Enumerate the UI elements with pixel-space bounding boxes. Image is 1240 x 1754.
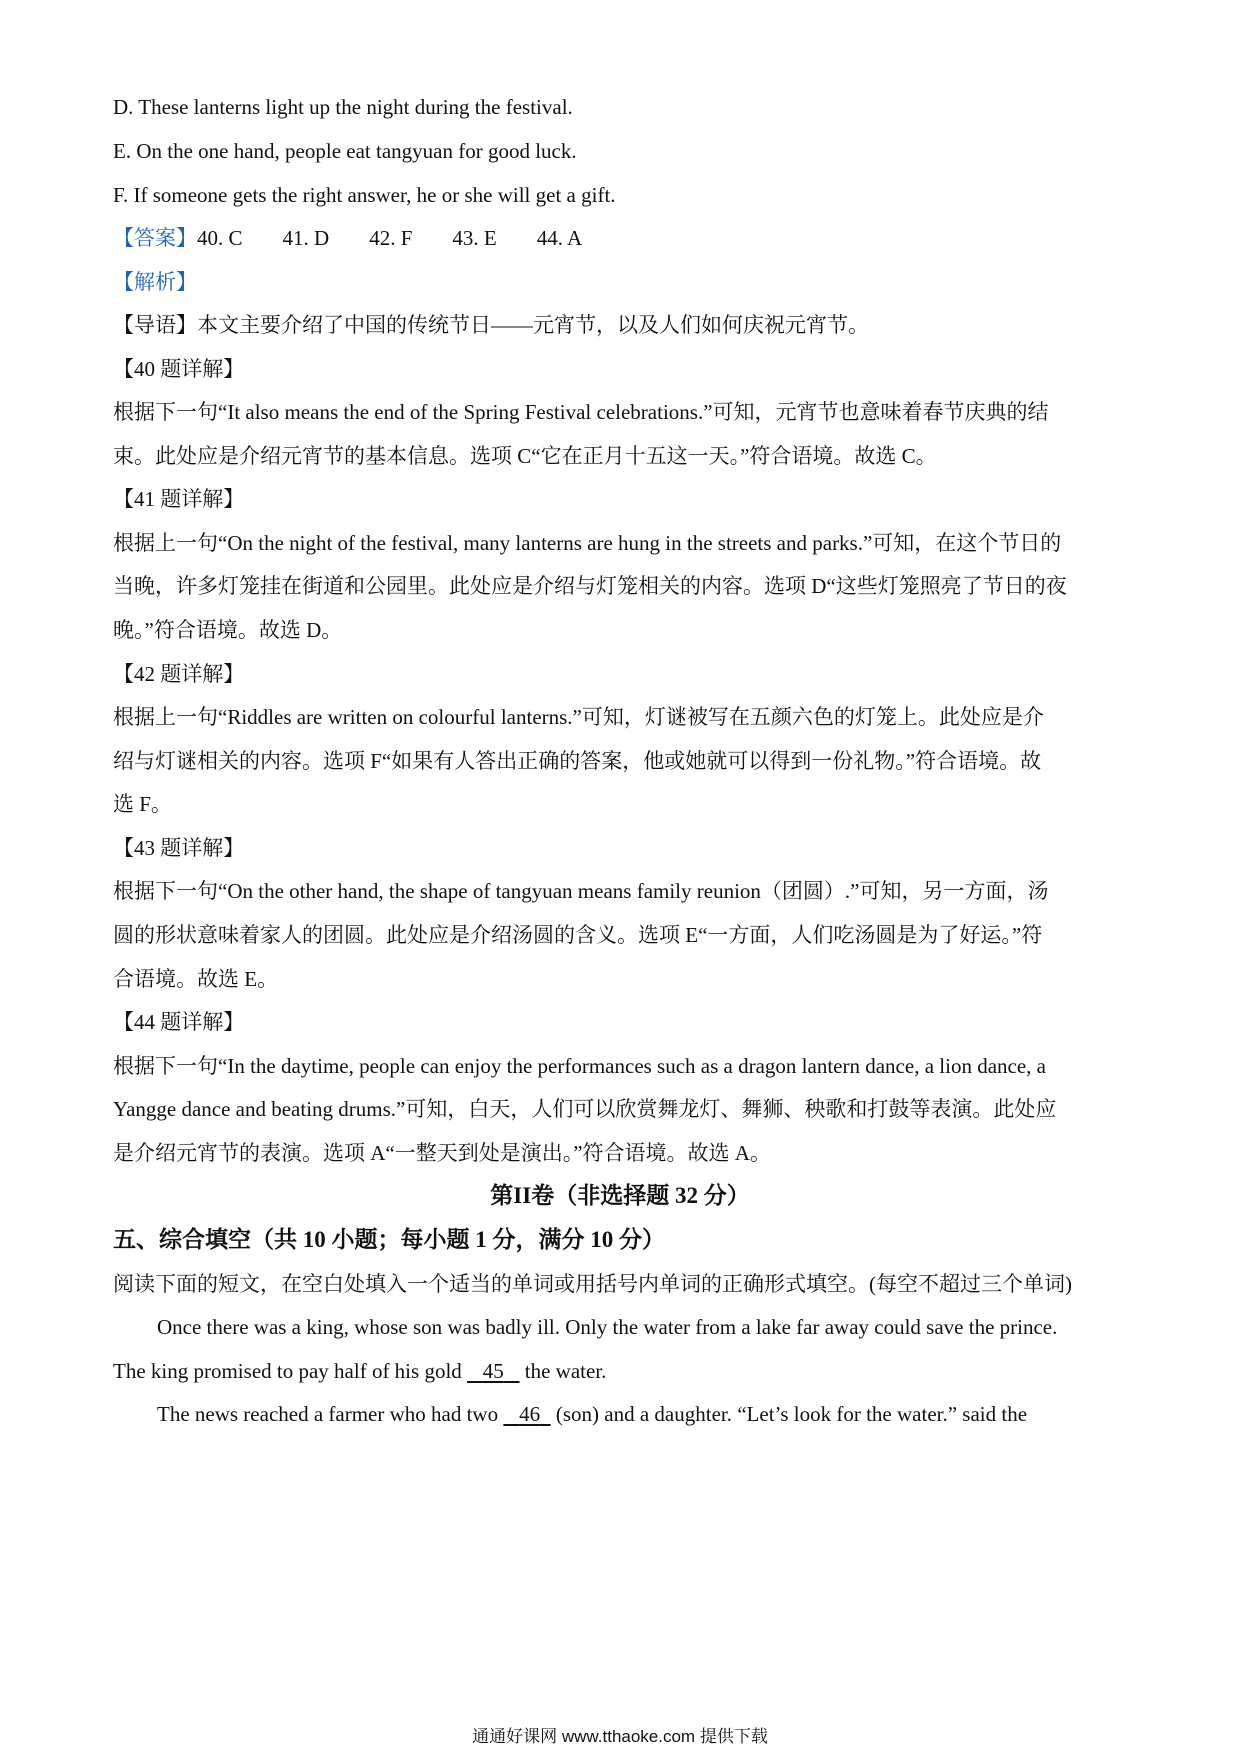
q40-line-2: 束。此处应是介绍元宵节的基本信息。选项 C“它在正月十五这一天。”符合语境。故选 C。 xyxy=(113,444,937,468)
instructions: 阅读下面的短文，在空白处填入一个适当的单词或用括号内单词的正确形式填空。(每空不超过三个单词) xyxy=(113,1272,1072,1296)
section-five-title: 五、综合填空（共 10 小题；每小题 1 分，满分 10 分） xyxy=(113,1227,665,1252)
q43-line-2: 圆的形状意味着家人的团圆。此处应是介绍汤圆的含义。选项 E“一方面，人们吃汤圆是为了好运。”符 xyxy=(113,923,1043,947)
q41-line-1: 根据上一句“On the night of the festival, many lanterns are hung in the streets and parks.”可知，在这个节日的 xyxy=(113,531,1062,555)
answer-44: 44. A xyxy=(536,226,583,250)
answer-41: 41. D xyxy=(282,226,330,250)
q42-line-2: 绍与灯谜相关的内容。选项 F“如果有人答出正确的答案，他或她就可以得到一份礼物。”符合语境。故 xyxy=(113,749,1042,773)
passage-line-2-end: the water. xyxy=(519,1359,607,1383)
passage-line-3 xyxy=(157,1400,1177,1428)
q42-line-3: 选 F。 xyxy=(113,792,172,816)
q40-line-1: 根据下一句“It also means the end of the Spring Festival celebrations.”可知，元宵节也意味着春节庆典的结 xyxy=(113,400,1049,424)
footer-watermark: 通通好课网 www.tthaoke.com 提供下载 xyxy=(472,1727,768,1746)
option-e: E. On the one hand, people eat tangyuan for good luck. xyxy=(113,139,577,163)
q43-line-1: 根据下一句“On the other hand, the shape of tangyuan means family reunion（团圆）.”可知，另一方面，汤 xyxy=(113,879,1049,903)
q40-heading: 【40 题详解】 xyxy=(113,357,245,381)
passage-line-1: Once there was a king, whose son was badly ill. Only the water from a lake far away could save the prince. xyxy=(157,1315,1058,1339)
answer-line xyxy=(113,224,1133,252)
q44-heading: 【44 题详解】 xyxy=(113,1010,245,1034)
passage-line-3-start: The news reached a farmer who had two xyxy=(157,1402,504,1426)
q41-line-3: 晚。”符合语境。故选 D。 xyxy=(113,618,343,642)
blank-45: 45 xyxy=(482,1359,504,1383)
q42-line-1: 根据上一句“Riddles are written on colourful lanterns.”可知，灯谜被写在五颜六色的灯笼上。此处应是介 xyxy=(113,705,1044,729)
answer-40: 40. C xyxy=(197,226,243,250)
blank-46: 46 xyxy=(519,1402,541,1426)
answer-label: 【答案】 xyxy=(113,226,197,250)
answer-42: 42. F xyxy=(369,226,413,250)
q44-line-2: Yangge dance and beating drums.”可知，白天，人们可以欣赏舞龙灯、舞狮、秧歌和打鼓等表演。此处应 xyxy=(113,1097,1057,1121)
q43-line-3: 合语境。故选 E。 xyxy=(113,967,279,991)
q42-heading: 【42 题详解】 xyxy=(113,662,245,686)
option-d: D. These lanterns light up the night during the festival. xyxy=(113,95,573,119)
passage-line-3-end: (son) and a daughter. “Let’s look for the water.” said the xyxy=(550,1402,1028,1426)
q41-line-2: 当晚，许多灯笼挂在街道和公园里。此处应是介绍与灯笼相关的内容。选项 D“这些灯笼照亮了节日的夜 xyxy=(113,574,1067,598)
q44-line-3: 是介绍元宵节的表演。选项 A“一整天到处是演出。”符合语境。故选 A。 xyxy=(113,1141,771,1165)
passage-line-2 xyxy=(113,1357,1133,1385)
analysis-label: 【解析】 xyxy=(113,270,197,294)
option-f: F. If someone gets the right answer, he or she will get a gift. xyxy=(113,183,616,207)
part-ii-title: 第II卷（非选择题 32 分） xyxy=(490,1183,750,1208)
q43-heading: 【43 题详解】 xyxy=(113,836,245,860)
q44-line-1: 根据下一句“In the daytime, people can enjoy the performances such as a dragon lantern dance, a lion dance, a xyxy=(113,1054,1046,1078)
answer-43: 43. E xyxy=(452,226,497,250)
intro-text: 【导语】本文主要介绍了中国的传统节日——元宵节，以及人们如何庆祝元宵节。 xyxy=(113,313,869,337)
q41-heading: 【41 题详解】 xyxy=(113,487,245,511)
passage-line-2-start: The king promised to pay half of his gold xyxy=(113,1359,468,1383)
